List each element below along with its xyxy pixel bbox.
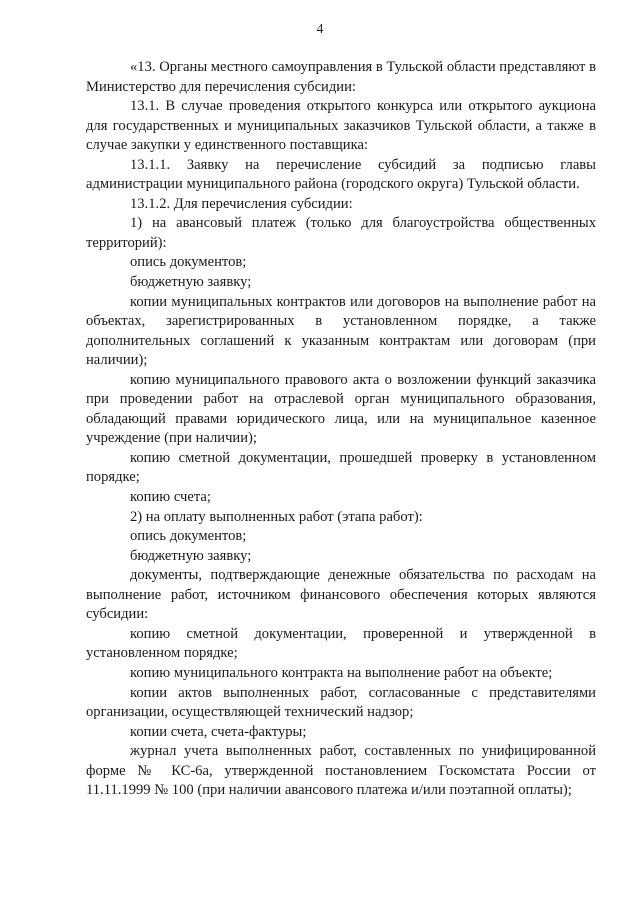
paragraph-13-1-1: 13.1.1. Заявку на перечисление субсидий за подписью главы администрации муниципального района (городского округа) Тульской области. <box>86 156 596 193</box>
paragraph-work-payment: 2) на оплату выполненных работ (этапа работ): <box>130 508 423 525</box>
document-body <box>86 58 596 801</box>
paragraph-13-1: 13.1. В случае проведения открытого конкурса или открытого аукциона для государственных и муниципальных заказчиков Тульской области, а также в случае закупки у единственного поставщика: <box>86 98 596 154</box>
list-item-budget-request-2: бюджетную заявку; <box>130 547 252 564</box>
list-item-legal-act-copy: копию муниципального правового акта о возложении функций заказчика при проведении работ на отраслевой орган муниципального образования, обладающий правами юридического лица, или на муниципальное казенное учреждение (при наличии); <box>86 371 596 447</box>
list-item-municipal-contract: копию муниципального контракта на выполнение работ на объекте; <box>130 664 553 681</box>
list-item-inventory-2: опись документов; <box>130 528 247 545</box>
list-item-obligation-documents: документы, подтверждающие денежные обязательства по расходам на выполнение работ, источником финансового обеспечения которых являются субсидии: <box>86 567 596 623</box>
paragraph-13-1-2: 13.1.2. Для перечисления субсидии: <box>130 195 353 212</box>
list-item-work-journal: журнал учета выполненных работ, составленных по унифицированной форме № КС-6а, утвержденной постановлением Госкомстата России от 11.11.1999 № 100 (при наличии авансового платежа и/или поэтапной оплаты); <box>86 743 596 799</box>
paragraph-advance-payment: 1) на авансовый платеж (только для благоустройства общественных территорий): <box>86 215 596 251</box>
page-number: 4 <box>316 21 324 36</box>
list-item-inventory: опись документов; <box>130 254 247 271</box>
list-item-invoice-copy: копию счета; <box>130 489 211 506</box>
list-item-estimate-copy: копию сметной документации, прошедшей проверку в установленном порядке; <box>86 449 596 486</box>
list-item-work-acts: копии актов выполненных работ, согласованные с представителями организации, осуществляющей технический надзор; <box>86 684 596 721</box>
list-item-approved-estimate: копию сметной документации, проверенной и утвержденной в установленном порядке; <box>86 625 596 662</box>
list-item-budget-request: бюджетную заявку; <box>130 274 252 291</box>
paragraph-13-intro: «13. Органы местного самоуправления в Тульской области представляют в Министерство для перечисления субсидии: <box>86 59 596 95</box>
list-item-contract-copies: копии муниципальных контрактов или договоров на выполнение работ на объектах, зарегистрированных в установленном порядке, а также дополнительных соглашений к указанным контрактам или договорам (при наличии); <box>86 293 596 369</box>
list-item-invoices: копии счета, счета-фактуры; <box>130 723 307 740</box>
